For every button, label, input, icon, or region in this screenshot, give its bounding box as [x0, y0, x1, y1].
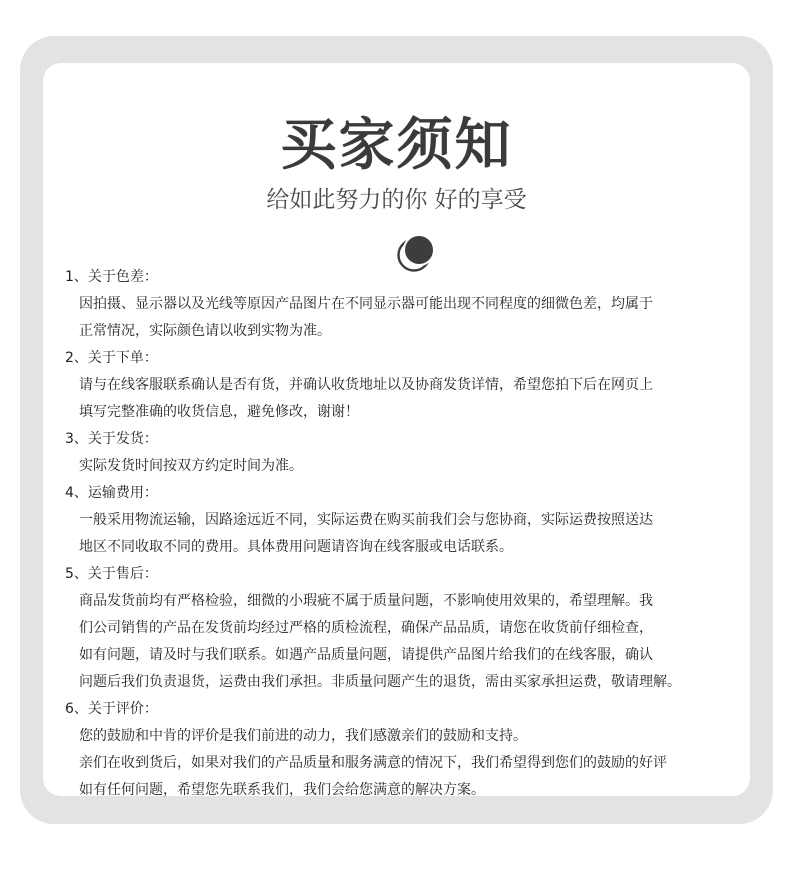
section-text-line: 如有任何问题，希望您先联系我们，我们会给您满意的解决方案。	[79, 782, 485, 798]
section-text-line: 您的鼓励和中肯的评价是我们前进的动力，我们感激亲们的鼓励和支持。	[79, 728, 527, 744]
notice-section	[65, 480, 745, 561]
page-title: 买家须知	[280, 113, 513, 178]
section-text-line: 商品发货前均有严格检验，细微的小瑕疵不属于质量问题，不影响使用效果的，希望理解。我	[79, 593, 653, 609]
section-text-line: 正常情况，实际颜色请以收到实物为准。	[79, 323, 331, 339]
section-title: 4、运输费用：	[65, 485, 158, 501]
section-text-line: 问题后我们负责退货，运费由我们承担。非质量问题产生的退货，需由买家承担运费，敬请理解。	[79, 674, 681, 690]
section-text-line: 亲们在收到货后，如果对我们的产品质量和服务满意的情况下，我们希望得到您们的鼓励的好评	[79, 755, 667, 771]
section-text-line: 地区不同收取不同的费用。具体费用问题请咨询在线客服或电话联系。	[79, 539, 513, 555]
section-title: 2、关于下单：	[65, 350, 158, 366]
notice-section	[65, 345, 745, 426]
outer-frame	[20, 36, 773, 824]
page-subtitle: 给如此努力的你 好的享受	[266, 187, 527, 213]
section-title: 3、关于发货：	[65, 431, 158, 447]
section-text-line: 填写完整准确的收货信息，避免修改，谢谢！	[79, 404, 359, 420]
section-text-line: 一般采用物流运输，因路途远近不同，实际运费在购买前我们会与您协商，实际运费按照送达	[79, 512, 653, 528]
section-title: 5、关于售后：	[65, 566, 158, 582]
notice-section	[65, 264, 745, 345]
notice-card	[43, 63, 750, 796]
notice-content	[65, 264, 745, 804]
notice-section	[65, 561, 745, 696]
section-text-line: 因拍摄、显示器以及光线等原因产品图片在不同显示器可能出现不同程度的细微色差，均属于	[79, 296, 653, 312]
section-text-line: 们公司销售的产品在发货前均经过严格的质检流程，确保产品品质，请您在收货前仔细检查，	[79, 620, 653, 636]
notice-section	[65, 696, 745, 804]
section-title: 1、关于色差：	[65, 269, 158, 285]
notice-section	[65, 426, 745, 480]
section-text-line: 请与在线客服联系确认是否有货，并确认收货地址以及协商发货详情，希望您拍下后在网页上	[79, 377, 653, 393]
section-title: 6、关于评价：	[65, 701, 158, 717]
section-text-line: 实际发货时间按双方约定时间为准。	[79, 458, 303, 474]
section-text-line: 如有问题，请及时与我们联系。如遇产品质量问题，请提供产品图片给我们的在线客服，确认	[79, 647, 653, 663]
